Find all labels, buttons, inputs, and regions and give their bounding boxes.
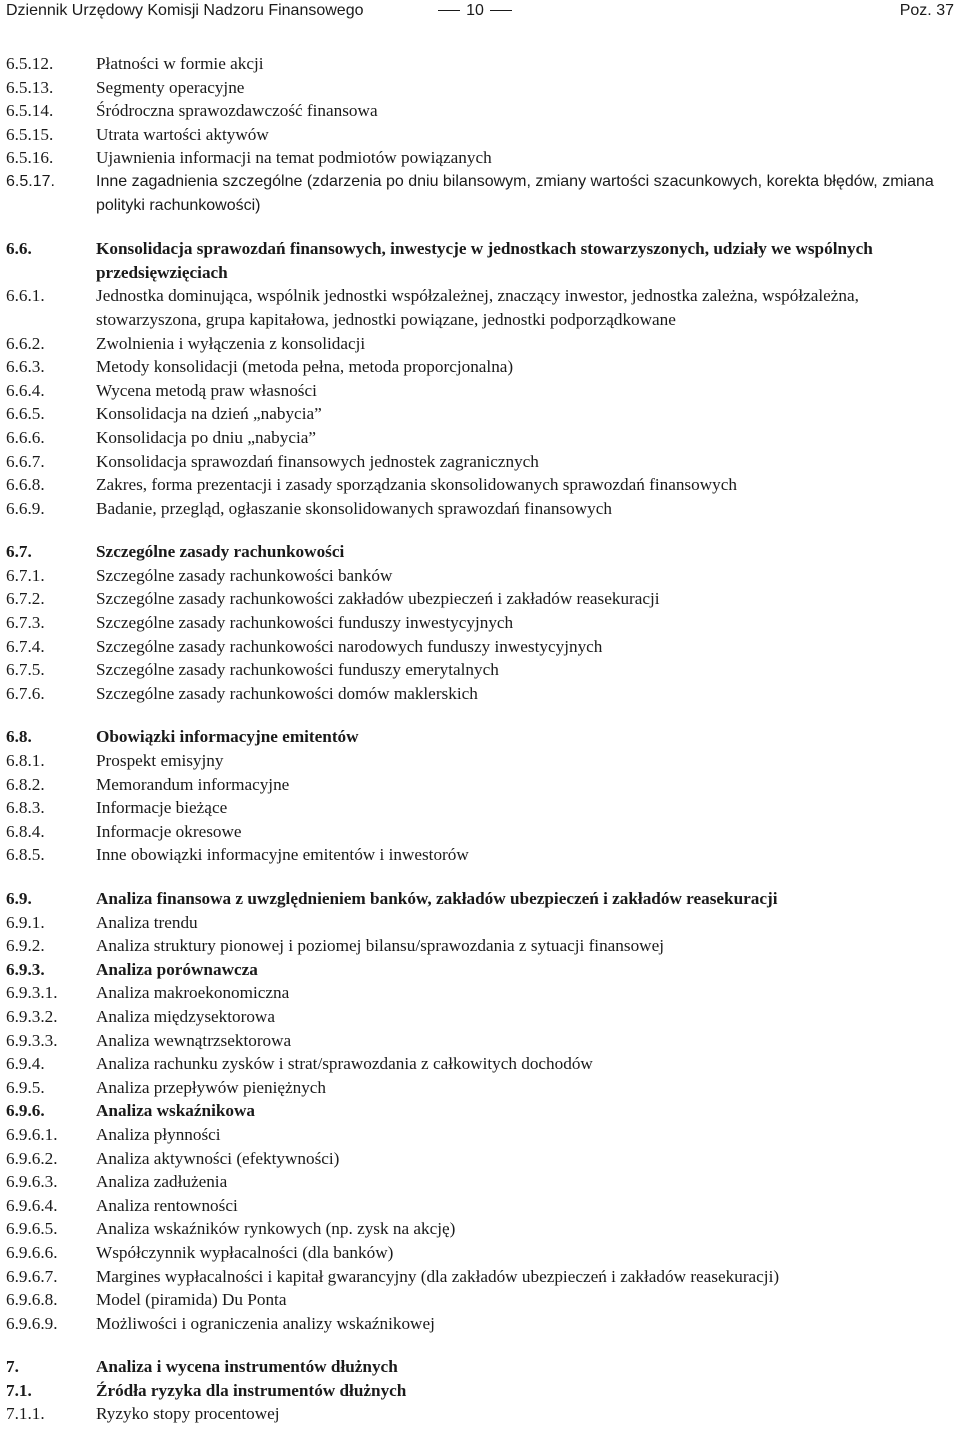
entry-number: 6.8.3. [6, 798, 45, 818]
toc-entry [6, 1265, 958, 1289]
toc-entry [6, 426, 958, 450]
toc-section-heading [6, 540, 958, 564]
entry-title: Jednostka dominująca, wspólnik jednostki współzależnej, znaczący inwestor, jednostka zależna, współzależna, stowarzyszona, grupa kapitałowa, jednostki powiązane, jednostki podporządkowane [96, 286, 859, 329]
entry-number: 6.7.2. [6, 589, 45, 609]
toc-subsection-heading [6, 1379, 958, 1403]
entry-title: Analiza makroekonomiczna [96, 983, 290, 1003]
entry-title: Segmenty operacyjne [96, 77, 245, 97]
entry-number: 6.9.3. [6, 959, 45, 979]
toc-entry [6, 843, 958, 867]
entry-number: 6.5.14. [6, 101, 54, 121]
entry-number: 6.6.4. [6, 380, 45, 400]
toc-entry [6, 379, 958, 403]
entry-number: 6.9.6.5. [6, 1219, 58, 1239]
entry-title: Analiza rentowności [96, 1195, 238, 1215]
entry-number: 7. [6, 1357, 19, 1377]
entry-title: Metody konsolidacji (metoda pełna, metoda proporcjonalna) [96, 357, 514, 377]
entry-number: 6.9.4. [6, 1054, 45, 1074]
toc-entry [6, 635, 958, 659]
entry-title: Inne zagadnienia szczególne (zdarzenia po dniu bilansowym, zmiany wartości szacunkowych, korekta błędów, zmiana polityki rachunkowości) [96, 172, 934, 214]
toc-entry [6, 99, 958, 123]
entry-number: 6.8.2. [6, 774, 45, 794]
entry-title: Analiza trendu [96, 912, 198, 932]
toc-subsection-heading [6, 958, 958, 982]
entry-title: Szczególne zasady rachunkowości zakładów ubezpieczeń i zakładów reasekuracji [96, 589, 660, 609]
entry-number: 6.9.6. [6, 1101, 45, 1121]
entry-title: Wycena metodą praw własności [96, 380, 317, 400]
toc-entry [6, 1076, 958, 1100]
entry-title: Śródroczna sprawozdawczość finansowa [96, 101, 378, 121]
toc-entry [6, 981, 958, 1005]
toc-entry [6, 1029, 958, 1053]
entry-title: Konsolidacja sprawozdań finansowych, inwestycje w jednostkach stowarzyszonych, udziały we wspólnych przedsięwzięciach [96, 239, 873, 282]
entry-number: 6.9.6.9. [6, 1313, 58, 1333]
toc-entry [6, 1147, 958, 1171]
toc-entry [6, 611, 958, 635]
entry-number: 6.9.6.8. [6, 1290, 58, 1310]
entry-title: Ujawnienia informacji na temat podmiotów powiązanych [96, 148, 492, 168]
toc-entry [6, 1123, 958, 1147]
toc-section-heading [6, 725, 958, 749]
toc-entry [6, 911, 958, 935]
entry-number: 6.8.4. [6, 821, 45, 841]
entry-number: 6.7.1. [6, 565, 45, 585]
page-header [0, 0, 960, 26]
entry-title: Analiza zadłużenia [96, 1172, 228, 1192]
entry-title: Analiza wewnątrzsektorowa [96, 1030, 292, 1050]
entry-title: Konsolidacja na dzień „nabycia” [96, 404, 322, 424]
toc-section-heading [6, 887, 958, 911]
journal-title: Dziennik Urzędowy Komisji Nadzoru Finansowego [6, 2, 364, 19]
entry-number: 6.9.6.6. [6, 1242, 58, 1262]
toc-entry [6, 1217, 958, 1241]
toc-entry [6, 355, 958, 379]
entry-number: 6.8. [6, 727, 32, 747]
toc-entry [6, 934, 958, 958]
entry-number: 6.9.6.3. [6, 1172, 58, 1192]
entry-title: Szczególne zasady rachunkowości funduszy emerytalnych [96, 660, 499, 680]
entry-number: 6.6.1. [6, 286, 45, 306]
entry-title: Informacje bieżące [96, 798, 228, 818]
toc-entry [6, 170, 958, 217]
entry-number: 6.9. [6, 889, 32, 908]
entry-title: Badanie, przegląd, ogłaszanie skonsolidowanych sprawozdań finansowych [96, 498, 612, 518]
toc-entry [6, 1052, 958, 1076]
entry-title: Ryzyko stopy procentowej [96, 1404, 280, 1424]
toc-entry [6, 749, 958, 773]
entry-title: Obowiązki informacyjne emitentów [96, 727, 359, 747]
entry-number: 6.6.5. [6, 404, 45, 424]
toc-entry [6, 796, 958, 820]
page-number-value: 10 [466, 2, 484, 19]
toc-entry [6, 473, 958, 497]
entry-number: 6.6.6. [6, 427, 45, 447]
entry-number: 6.5.12. [6, 54, 54, 73]
toc-entry [6, 332, 958, 356]
entry-title: Analiza porównawcza [96, 959, 258, 979]
entry-title: Informacje okresowe [96, 821, 242, 841]
entry-number: 6.9.6.7. [6, 1266, 58, 1286]
entry-number: 6.9.3.1. [6, 983, 58, 1003]
entry-number: 6.9.5. [6, 1077, 45, 1097]
entry-number: 6.8.1. [6, 751, 45, 771]
page-number-dash-right [490, 10, 512, 11]
entry-title: Szczególne zasady rachunkowości narodowych funduszy inwestycyjnych [96, 636, 603, 656]
entry-title: Konsolidacja po dniu „nabycia” [96, 427, 317, 447]
entry-number: 6.9.6.1. [6, 1124, 58, 1144]
entry-number: 6.9.6.2. [6, 1148, 58, 1168]
page-number [430, 2, 520, 20]
entry-title: Zakres, forma prezentacji i zasady sporządzania skonsolidowanych sprawozdań finansowych [96, 475, 737, 495]
toc-entry [6, 820, 958, 844]
page-number-dash-left [438, 10, 460, 11]
toc-entry [6, 1194, 958, 1218]
toc-entry [6, 402, 958, 426]
toc-entry [6, 52, 958, 76]
entry-number: 6.9.1. [6, 912, 45, 932]
entry-number: 6.7.6. [6, 683, 45, 703]
entry-number: 6.6.7. [6, 451, 45, 471]
toc-entry [6, 1402, 958, 1426]
entry-number: 6.7. [6, 542, 32, 562]
entry-title: Zwolnienia i wyłączenia z konsolidacji [96, 333, 366, 353]
toc-entry [6, 587, 958, 611]
toc-entry [6, 450, 958, 474]
entry-title: Szczególne zasady rachunkowości domów maklerskich [96, 683, 478, 703]
entry-number: 6.7.3. [6, 613, 45, 633]
position-number: Poz. 37 [899, 2, 954, 19]
toc-entry [6, 773, 958, 797]
entry-number: 7.1. [6, 1380, 32, 1400]
toc-entry [6, 682, 958, 706]
entry-title: Analiza międzysektorowa [96, 1006, 275, 1026]
entry-number: 6.6.3. [6, 357, 45, 377]
entry-title: Płatności w formie akcji [96, 54, 264, 73]
entry-number: 6.5.17. [6, 172, 55, 190]
entry-title: Inne obowiązki informacyjne emitentów i inwestorów [96, 845, 469, 865]
entry-title: Źródła ryzyka dla instrumentów dłużnych [96, 1380, 407, 1400]
entry-title: Analiza rachunku zysków i strat/sprawozdania z całkowitych dochodów [96, 1054, 593, 1074]
entry-title: Współczynnik wypłacalności (dla banków) [96, 1242, 394, 1262]
toc-entry [6, 1288, 958, 1312]
entry-number: 6.8.5. [6, 845, 45, 865]
toc-entry [6, 146, 958, 170]
toc-entry [6, 497, 958, 521]
entry-title: Analiza wskaźników rynkowych (np. zysk na akcję) [96, 1219, 456, 1239]
entry-title: Model (piramida) Du Ponta [96, 1290, 287, 1310]
entry-title: Analiza płynności [96, 1124, 221, 1144]
entry-number: 6.6.9. [6, 498, 45, 518]
toc-entry [6, 1241, 958, 1265]
entry-number: 6.5.15. [6, 124, 54, 144]
entry-number: 6.7.5. [6, 660, 45, 680]
entry-number: 6.9.2. [6, 936, 45, 956]
toc-entry [6, 564, 958, 588]
entry-title: Szczególne zasady rachunkowości [96, 542, 345, 562]
entry-number: 6.5.16. [6, 148, 54, 168]
entry-title: Konsolidacja sprawozdań finansowych jednostek zagranicznych [96, 451, 539, 471]
entry-number: 6.6.2. [6, 333, 45, 353]
toc-section-heading [6, 237, 958, 284]
entry-title: Możliwości i ograniczenia analizy wskaźnikowej [96, 1313, 435, 1333]
entry-title: Analiza wskaźnikowa [96, 1101, 256, 1121]
entry-number: 6.6. [6, 239, 32, 259]
entry-title: Analiza i wycena instrumentów dłużnych [96, 1357, 398, 1377]
entry-number: 7.1.1. [6, 1404, 45, 1424]
entry-number: 6.9.3.3. [6, 1030, 58, 1050]
entry-number: 6.9.3.2. [6, 1006, 58, 1026]
entry-title: Analiza finansowa z uwzględnieniem banków, zakładów ubezpieczeń i zakładów reasekuracji [96, 889, 778, 908]
entry-title: Analiza przepływów pieniężnych [96, 1077, 327, 1097]
entry-title: Margines wypłacalności i kapitał gwarancyjny (dla zakładów ubezpieczeń i zakładów reasekuracji) [96, 1266, 780, 1286]
toc-entry [6, 123, 958, 147]
entry-title: Utrata wartości aktywów [96, 124, 269, 144]
entry-title: Memorandum informacyjne [96, 774, 290, 794]
toc-entry [6, 284, 958, 331]
toc-entry [6, 1312, 958, 1336]
toc-entry [6, 76, 958, 100]
toc-entry [6, 658, 958, 682]
entry-title: Szczególne zasady rachunkowości funduszy inwestycyjnych [96, 613, 514, 633]
entry-title: Szczególne zasady rachunkowości banków [96, 565, 393, 585]
toc-subsection-heading [6, 1099, 958, 1123]
entry-number: 6.5.13. [6, 77, 54, 97]
toc-section-heading [6, 1355, 958, 1379]
entry-number: 6.9.6.4. [6, 1195, 58, 1215]
toc-entry [6, 1170, 958, 1194]
entry-title: Analiza aktywności (efektywności) [96, 1148, 340, 1168]
table-of-contents [6, 52, 958, 1426]
entry-number: 6.6.8. [6, 475, 45, 495]
entry-title: Prospekt emisyjny [96, 751, 224, 771]
entry-number: 6.7.4. [6, 636, 45, 656]
toc-entry [6, 1005, 958, 1029]
entry-title: Analiza struktury pionowej i poziomej bilansu/sprawozdania z sytuacji finansowej [96, 936, 664, 956]
